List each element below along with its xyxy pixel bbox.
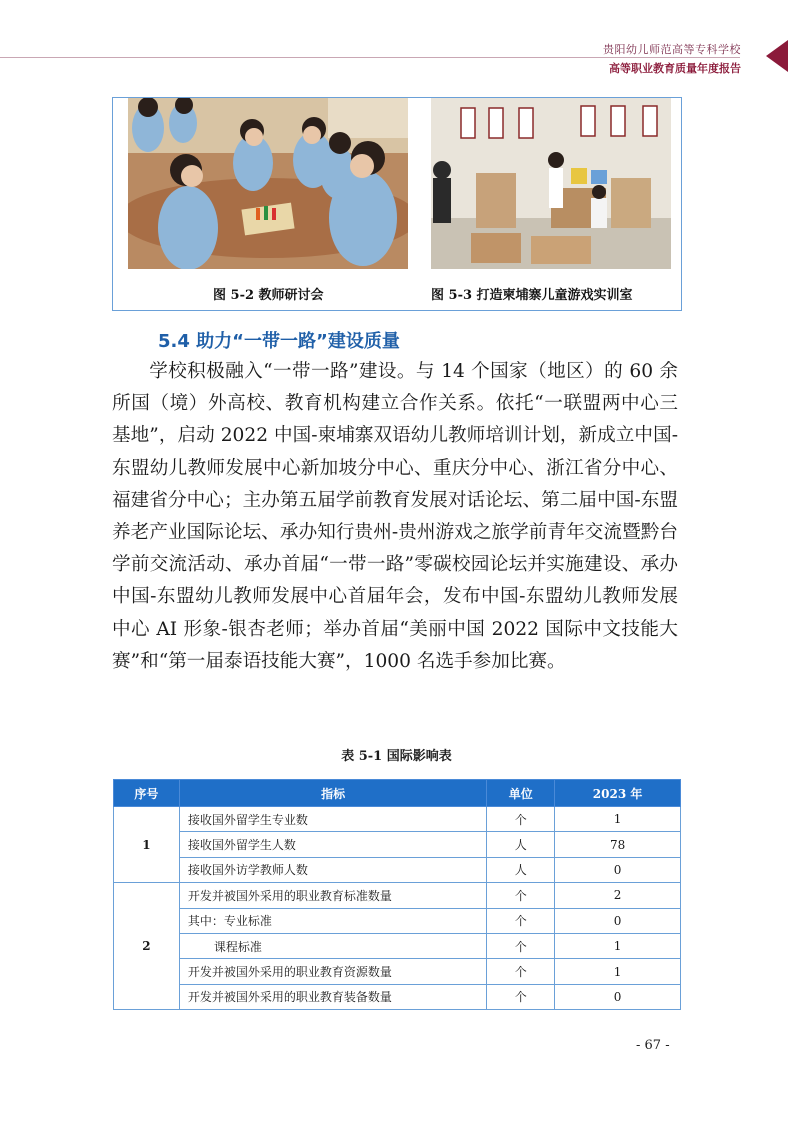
header-school-name: 贵阳幼儿师范高等专科学校 [603, 43, 741, 56]
figure-caption: 图 5-2 教师研讨会 [213, 288, 324, 303]
table-header-row [114, 780, 681, 807]
row-value: 0 [555, 984, 681, 1009]
photo-cambodia-play-room [431, 98, 671, 269]
row-indicator: 接收国外留学生人数 [179, 832, 486, 857]
header-rule [0, 57, 740, 58]
row-value: 0 [555, 857, 681, 882]
figure-caption: 图 5-3 打造柬埔寨儿童游戏实训室 [431, 288, 633, 303]
row-unit: 个 [487, 883, 555, 908]
row-indicator: 开发并被国外采用的职业教育资源数量 [179, 959, 486, 984]
table-title: 表 5-1 国际影响表 [341, 749, 452, 764]
row-value: 1 [555, 959, 681, 984]
row-value: 78 [555, 832, 681, 857]
row-unit: 个 [487, 959, 555, 984]
row-seq: 2 [114, 883, 180, 1010]
row-indicator: 其中：专业标准 [179, 908, 486, 933]
column-header: 单位 [487, 780, 555, 807]
page-number: - 67 - [636, 1038, 670, 1053]
row-unit: 个 [487, 933, 555, 958]
table-row [114, 832, 681, 857]
international-influence-table [113, 779, 681, 1010]
header-report-title: 高等职业教育质量年度报告 [609, 62, 741, 75]
row-indicator: 接收国外访学教师人数 [179, 857, 486, 882]
header-triangle-mark [766, 40, 788, 72]
row-unit: 人 [487, 832, 555, 857]
row-unit: 个 [487, 807, 555, 832]
column-header: 指标 [179, 780, 486, 807]
row-indicator: 课程标准 [179, 933, 486, 958]
row-seq: 1 [114, 807, 180, 883]
row-unit: 个 [487, 984, 555, 1009]
row-unit: 个 [487, 908, 555, 933]
row-indicator: 接收国外留学生专业数 [179, 807, 486, 832]
column-header: 2023 年 [555, 780, 681, 807]
photo-teacher-seminar [128, 98, 408, 269]
section-heading: 5.4 助力“一带一路”建设质量 [158, 331, 400, 352]
table-row [114, 883, 681, 908]
row-value: 2 [555, 883, 681, 908]
row-value: 1 [555, 807, 681, 832]
body-paragraph: 学校积极融入“一带一路”建设。与 14 个国家（地区）的 60 余所国（境）外高校、教育机构建立合作关系。依托“一联盟两中心三基地”，启动 2022 中国-柬埔寨双语幼儿教师培训计划，新成立中国-东盟幼儿教师发展中心新加坡分中心、重庆分中心、浙江省分中心、福建省分中心；主办第五届学前教育发展对话论坛、第二届中国-东盟养老产业国际论坛、承办知行贵州-贵州游戏之旅学前青年交流暨黔台学前交流活动、承办首届“一带一路”零碳校园论坛并实施建设、承办中国-东盟幼儿教师发展中心首届年会，发布中国-东盟幼儿教师发展中心 AI 形象-银杏老师；举办首届“美丽中国 2022 国际中文技能大赛”和“第一届泰语技能大赛”，1000 名选手参加比赛。 [112, 361, 678, 672]
table-row [114, 984, 681, 1009]
table-row [114, 908, 681, 933]
table-row [114, 857, 681, 882]
table-row [114, 959, 681, 984]
figure-panel [112, 97, 682, 311]
row-value: 0 [555, 908, 681, 933]
row-indicator: 开发并被国外采用的职业教育装备数量 [179, 984, 486, 1009]
row-unit: 人 [487, 857, 555, 882]
row-indicator: 开发并被国外采用的职业教育标准数量 [179, 883, 486, 908]
table-row [114, 807, 681, 832]
column-header: 序号 [114, 780, 180, 807]
table-row [114, 933, 681, 958]
row-value: 1 [555, 933, 681, 958]
